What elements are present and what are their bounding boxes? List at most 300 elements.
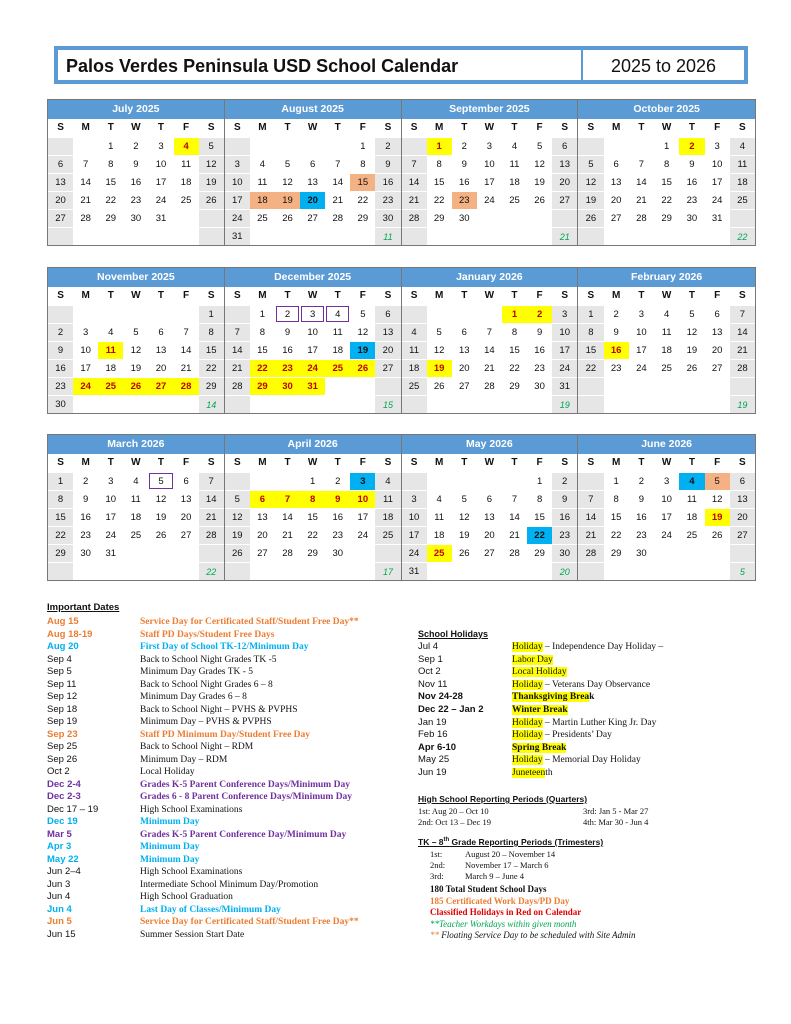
day-cell: 4 [654,305,679,323]
holiday-highlight: Spring Break [512,742,567,753]
day-cell: 16 [275,341,300,359]
month-name: June 2026 [578,435,755,454]
weekday-label: W [484,122,495,133]
tk8-title-b: Grade Reporting Periods (Trimesters) [449,837,604,847]
event-description: Staff PD Days/Student Free Days [140,629,275,640]
day-cell: 22 [427,191,452,209]
weekday-label: S [384,457,392,468]
day-cell: 4 [679,472,704,490]
weekday-label: M [81,290,90,301]
empty-cell [325,395,350,413]
day-cell: 30 [275,377,300,395]
day-cell: 14 [73,173,98,191]
event-date: Aug 20 [47,641,79,652]
empty-cell [375,377,400,395]
important-dates-title: Important Dates [47,602,120,613]
day-cell: 26 [452,544,477,562]
day-cell: 20 [300,191,325,209]
important-date-item [47,891,417,904]
day-cell: 20 [250,526,275,544]
day-cell: 31 [225,227,250,245]
day-cell: 31 [98,544,123,562]
day-cell: 25 [325,359,350,377]
day-cell: 22 [578,359,603,377]
empty-cell [174,562,199,580]
weekday-label: S [410,290,418,301]
day-cell: 21 [502,526,527,544]
important-date-item [47,666,417,679]
event-date: Apr 3 [47,841,72,852]
day-cell: 25 [679,526,704,544]
holiday-item [418,717,748,730]
weekday-header [402,119,578,137]
event-description: Grades K-5 Parent Conference Day/Minimum Day [140,829,347,840]
day-cell: 12 [527,155,552,173]
weekday-label: S [233,457,241,468]
weekday-label: F [536,457,543,468]
empty-cell [300,395,325,413]
important-date-item [47,829,417,842]
day-cell: 10 [350,490,375,508]
day-cell: 10 [477,155,502,173]
empty-cell [148,562,173,580]
day-cell: 8 [527,490,552,508]
event-description: High School Examinations [140,867,243,877]
day-cell: 14 [730,323,755,341]
empty-cell [73,395,98,413]
empty-cell [578,472,603,490]
day-cell: 1 [48,472,73,490]
empty-cell [427,562,452,580]
hs-periods-title: High School Reporting Periods (Quarters) [418,794,588,804]
weekday-label: T [461,290,468,301]
event-description: Back to School Night – PVHS & PVPHS [140,704,298,715]
month-calendar [48,268,225,413]
event-date: Jun 5 [47,916,72,927]
day-cell: 19 [578,191,603,209]
day-cell: 19 [705,508,730,526]
holiday-date: Jan 19 [418,716,447,728]
day-cell: 13 [552,155,577,173]
day-cell: 6 [730,472,755,490]
weekday-label: S [207,290,215,301]
event-description: Last Day of Classes/Minimum Day [140,904,281,915]
calendar-header [54,46,748,84]
day-cell: 15 [578,341,603,359]
holiday-highlight: Juneteen [512,767,546,778]
empty-cell [350,395,375,413]
day-cell: 5 [527,137,552,155]
workday-count: 11 [375,227,400,245]
day-cell: 25 [502,191,527,209]
weekday-label: T [107,290,114,301]
empty-cell [123,395,148,413]
total-student-days: 180 Total Student School Days [430,884,547,894]
day-cell: 12 [578,173,603,191]
empty-cell [452,227,477,245]
day-cell: 31 [300,377,325,395]
month-calendar [578,435,755,580]
empty-cell [679,544,704,562]
day-cell: 7 [402,155,427,173]
day-cell: 13 [705,323,730,341]
day-cell: 28 [73,209,98,227]
day-cell: 27 [300,209,325,227]
day-cell: 10 [148,155,173,173]
event-description: Minimum Day – RDM [140,754,228,765]
weekday-label: W [307,122,318,133]
important-date-item [47,816,417,829]
weekday-label: F [183,290,190,301]
weekday-label: M [81,122,90,133]
day-cell: 14 [402,173,427,191]
day-cell: 6 [48,155,73,173]
day-cell: 7 [502,490,527,508]
empty-cell [502,562,527,580]
day-cell: 6 [477,490,502,508]
event-date: Oct 2 [47,766,70,777]
day-cell: 7 [73,155,98,173]
empty-cell [679,377,704,395]
day-cell: 9 [679,155,704,173]
day-cell: 26 [148,526,173,544]
empty-cell [427,395,452,413]
holiday-date: Nov 11 [418,678,448,690]
event-description: Minimum Day Grades TK - 5 [140,667,254,677]
hs-period-item: 1st: Aug 20 – Oct 10 [418,806,489,816]
holiday-date: Jul 4 [418,641,439,652]
important-date-item [47,929,417,942]
day-cell: 26 [350,359,375,377]
weekday-label: M [434,122,444,133]
day-cell: 21 [402,191,427,209]
day-cell: 17 [552,341,577,359]
tk8-title-sup: th [443,837,450,844]
event-description: Minimum Day – PVHS & PVPHS [140,717,272,727]
empty-cell [98,562,123,580]
day-cell: 12 [275,173,300,191]
empty-cell [604,227,629,245]
important-date-item [47,854,417,867]
day-cell: 9 [123,155,148,173]
holiday-highlight: Holiday [512,755,543,766]
day-cell: 3 [300,305,325,323]
empty-cell [250,472,275,490]
day-cell: 29 [527,544,552,562]
important-date-item [47,866,417,879]
day-cell: 14 [502,508,527,526]
weekday-label: M [81,457,90,468]
day-cell: 10 [402,508,427,526]
event-description: Minimum Day [140,842,200,852]
day-cell: 1 [502,305,527,323]
event-date: Aug 15 [47,616,79,627]
day-cell: 13 [730,490,755,508]
empty-cell [654,562,679,580]
holiday-item [418,742,748,755]
day-cell: 26 [225,544,250,562]
empty-cell [275,137,300,155]
holiday-description [512,754,641,767]
day-cell: 4 [402,323,427,341]
weekday-label: F [183,122,190,133]
day-cell: 11 [654,323,679,341]
day-cell: 23 [552,526,577,544]
holiday-item [418,666,748,679]
month-calendar [578,100,755,245]
hs-period-item: 3rd: Jan 5 - Mar 27 [583,806,649,816]
weekday-header [225,454,401,472]
empty-cell [502,209,527,227]
day-cell: 12 [123,341,148,359]
workday-count: 17 [375,562,400,580]
weekday-label: T [334,290,341,301]
empty-cell [199,209,224,227]
day-cell: 21 [325,191,350,209]
weekday-header [402,287,578,305]
weekday-label: F [714,290,721,301]
empty-cell [199,544,224,562]
day-cell: 10 [705,155,730,173]
empty-cell [679,395,704,413]
day-cell: 11 [325,323,350,341]
month-days [48,305,224,413]
day-cell: 6 [452,323,477,341]
day-cell: 2 [552,472,577,490]
weekday-label: S [384,122,392,133]
day-cell: 14 [578,508,603,526]
empty-cell [250,137,275,155]
empty-cell [275,395,300,413]
empty-cell [225,395,250,413]
holiday-description [512,654,553,667]
empty-cell [502,227,527,245]
day-cell: 8 [250,323,275,341]
day-cell: 11 [98,341,123,359]
day-cell: 30 [629,544,654,562]
day-cell: 3 [73,323,98,341]
holiday-date: Nov 24-28 [418,691,463,703]
day-cell: 23 [629,526,654,544]
holiday-item [418,691,748,704]
day-cell: 12 [350,323,375,341]
day-cell: 17 [225,191,250,209]
day-cell: 3 [402,490,427,508]
empty-cell [578,227,603,245]
day-cell: 27 [174,526,199,544]
day-cell: 9 [375,155,400,173]
empty-cell [427,472,452,490]
day-cell: 15 [654,173,679,191]
empty-cell [325,562,350,580]
holiday-rest: – Veterans Day Observance [542,679,651,690]
day-cell: 9 [275,323,300,341]
day-cell: 16 [604,341,629,359]
holiday-rest: – Memorial Day Holiday [542,755,641,766]
weekday-label: T [511,122,518,133]
day-cell: 29 [350,209,375,227]
event-date: Aug 18-19 [47,628,93,640]
day-cell: 5 [148,472,173,490]
day-cell: 3 [552,305,577,323]
empty-cell [578,562,603,580]
day-cell: 17 [402,526,427,544]
day-cell: 11 [502,155,527,173]
day-cell: 18 [325,341,350,359]
day-cell: 7 [578,490,603,508]
weekday-label: S [587,457,595,468]
empty-cell [654,544,679,562]
day-cell: 17 [98,508,123,526]
weekday-label: F [359,290,366,301]
floating-day-note [430,930,750,942]
month-calendar [578,268,755,413]
day-cell: 18 [679,508,704,526]
day-cell: 4 [123,472,148,490]
month-name: September 2025 [402,100,578,119]
holiday-item [418,641,748,654]
holiday-highlight: Thanksgiving Brea [512,692,590,703]
weekday-label: W [661,122,672,133]
month-days [578,305,755,413]
day-cell: 25 [250,209,275,227]
day-cell: 4 [502,137,527,155]
day-cell: 29 [48,544,73,562]
day-cell: 28 [225,377,250,395]
day-cell: 11 [250,173,275,191]
day-cell: 28 [199,526,224,544]
day-cell: 25 [98,377,123,395]
weekday-label: F [359,122,366,133]
workday-count: 20 [552,562,577,580]
day-cell: 8 [199,323,224,341]
day-cell: 5 [275,155,300,173]
event-description: Intermediate School Minimum Day/Promotion [140,879,319,890]
day-cell: 26 [578,209,603,227]
weekday-label: T [461,457,468,468]
tk8-period-num: 2nd: [430,860,446,870]
month-calendar [48,435,225,580]
empty-cell [629,137,654,155]
day-cell: 28 [402,209,427,227]
day-cell: 6 [148,323,173,341]
empty-cell [527,209,552,227]
event-description: Staff PD Minimum Day/Student Free Day [140,729,311,740]
month-name: May 2026 [402,435,578,454]
empty-cell [654,227,679,245]
day-cell: 4 [325,305,350,323]
tk8-title-a: TK – 8 [418,837,444,847]
day-cell: 23 [375,191,400,209]
empty-cell [325,137,350,155]
event-date: Sep 23 [47,728,78,740]
empty-cell [427,305,452,323]
day-cell: 4 [427,490,452,508]
day-cell: 13 [300,173,325,191]
empty-cell [225,305,250,323]
day-cell: 23 [527,359,552,377]
event-date: Jun 4 [47,903,72,915]
empty-cell [98,305,123,323]
day-cell: 13 [452,341,477,359]
school-holidays-title: School Holidays [418,629,489,639]
certificated-work-days: 185 Certificated Work Days/PD Day [430,895,570,906]
day-cell: 1 [578,305,603,323]
event-date: Dec 17 – 19 [47,803,99,815]
month-days [402,472,578,580]
day-cell: 17 [300,341,325,359]
totals-notes [430,884,750,942]
holiday-date: Sep 1 [418,653,443,665]
day-cell: 5 [350,305,375,323]
event-date: Sep 19 [47,716,78,727]
empty-cell [98,227,123,245]
event-date: May 22 [47,853,79,865]
day-cell: 3 [225,155,250,173]
weekday-label: T [638,122,645,133]
weekday-label: S [561,290,569,301]
weekday-label: T [157,290,165,301]
floating-asterisks: ** [430,930,439,940]
day-cell: 3 [654,472,679,490]
day-cell: 19 [527,173,552,191]
empty-cell [174,209,199,227]
day-cell: 6 [300,155,325,173]
day-cell: 23 [604,359,629,377]
empty-cell [148,544,173,562]
day-cell: 8 [427,155,452,173]
empty-cell [250,562,275,580]
event-description: Back to School Night Grades 6 – 8 [140,679,273,690]
empty-cell [604,377,629,395]
holiday-highlight: Holiday [512,642,543,652]
day-cell: 24 [477,191,502,209]
day-cell: 11 [730,155,755,173]
day-cell: 30 [375,209,400,227]
day-cell: 16 [552,508,577,526]
day-cell: 10 [552,323,577,341]
day-cell: 25 [375,526,400,544]
day-cell: 21 [225,359,250,377]
day-cell: 8 [48,490,73,508]
weekday-label: W [661,457,672,468]
empty-cell [477,395,502,413]
day-cell: 5 [123,323,148,341]
day-cell: 12 [427,341,452,359]
day-cell: 29 [654,209,679,227]
day-cell: 30 [48,395,73,413]
holiday-rest: – Presidents’ Day [542,730,612,741]
empty-cell [402,137,427,155]
empty-cell [402,472,427,490]
empty-cell [300,227,325,245]
day-cell: 30 [527,377,552,395]
weekday-label: T [688,457,695,468]
weekday-label: S [57,122,64,133]
day-cell: 12 [199,155,224,173]
weekday-label: T [107,122,114,133]
day-cell: 11 [174,155,199,173]
empty-cell [629,562,654,580]
workday-count: 14 [199,395,224,413]
day-cell: 9 [48,341,73,359]
empty-cell [123,562,148,580]
holiday-item [418,654,748,667]
important-date-item [47,841,417,854]
day-cell: 22 [654,191,679,209]
holiday-highlight: Holiday [512,717,543,728]
day-cell: 27 [604,209,629,227]
